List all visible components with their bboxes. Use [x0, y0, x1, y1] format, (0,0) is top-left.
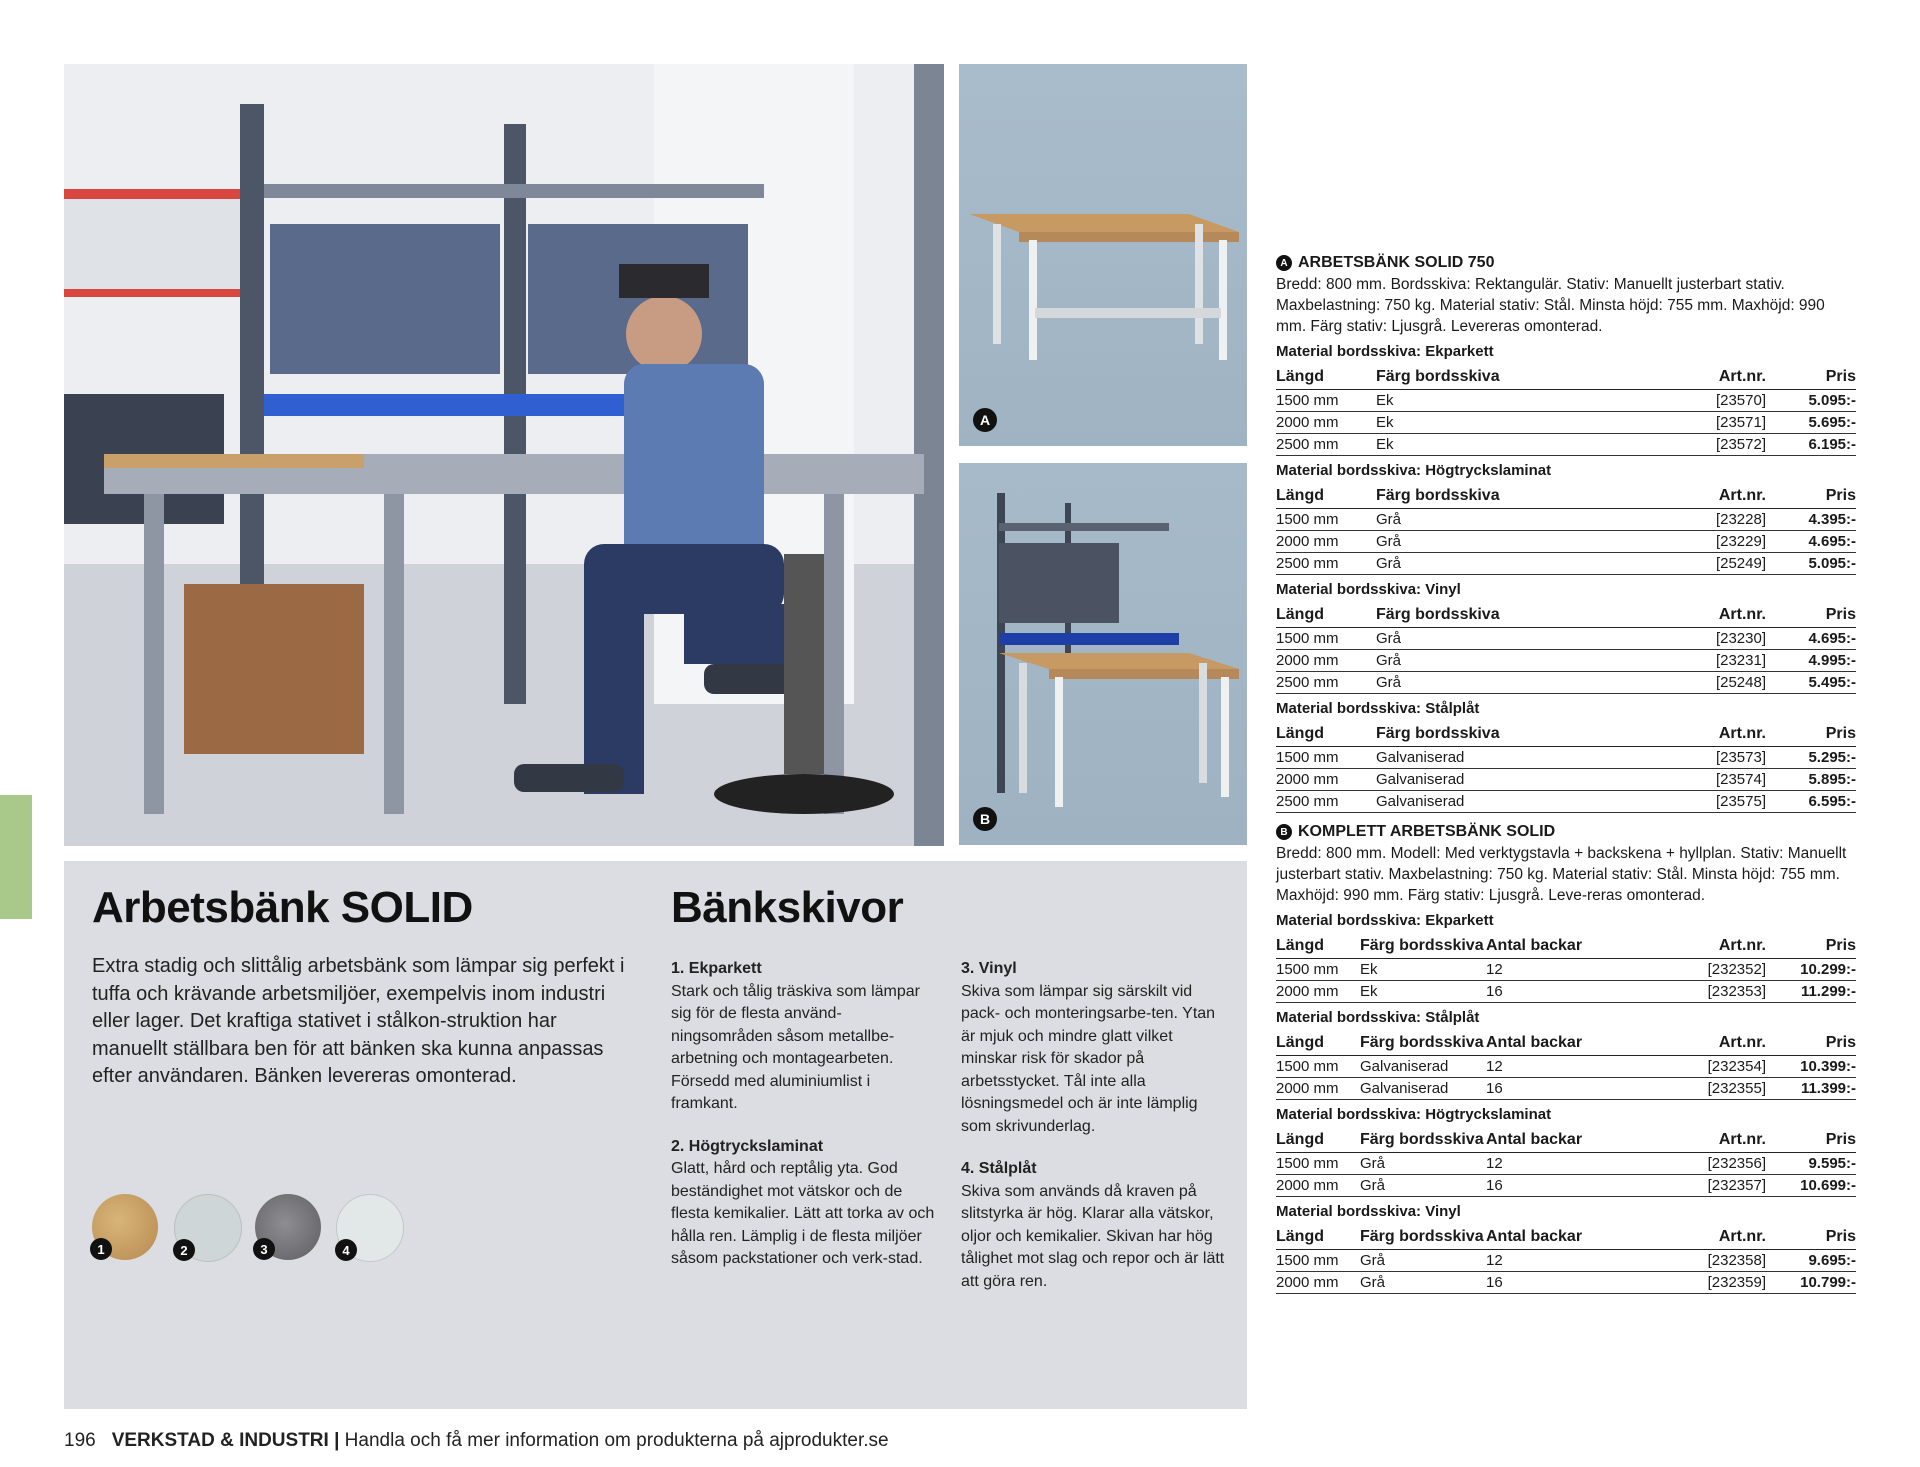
table-cell: [232353] — [1606, 981, 1766, 1003]
table-cell: Ek — [1376, 434, 1596, 456]
table-cell: 2000 mm — [1276, 650, 1376, 672]
table-cell: 16 — [1486, 981, 1606, 1003]
table-cell: Ek — [1376, 390, 1596, 412]
table-cell: Grå — [1376, 650, 1596, 672]
table-header-row — [1276, 604, 1856, 628]
table-cell: [23573] — [1596, 747, 1766, 769]
table-cell: [232354] — [1606, 1056, 1766, 1078]
top-text: Glatt, hård och reptålig yta. God beständighet mot vätskor och de flesta kemikalier. Lätt att torka av och hålla ren. Lämplig i de flesta miljöer såsom packstationer och verk-stad. — [671, 1160, 935, 1267]
product-a-badge: A — [1276, 255, 1292, 271]
title-arbetsbank-solid: Arbetsbänk SOLID — [92, 883, 473, 932]
workshop-illustration — [64, 64, 944, 846]
product-b-name: KOMPLETT ARBETSBÄNK SOLID — [1298, 823, 1556, 840]
table-row — [1276, 747, 1856, 769]
column-header: Längd — [1276, 485, 1376, 509]
table-cell: Galvaniserad — [1360, 1056, 1486, 1078]
top-title: 1. Ekparkett — [671, 960, 762, 977]
top-hogtryckslaminat — [671, 1136, 941, 1271]
spec-column — [1276, 252, 1856, 1300]
table-cell: 2000 mm — [1276, 531, 1376, 553]
column-header: Längd — [1276, 1032, 1360, 1056]
product-b-description: Bredd: 800 mm. Modell: Med verktygstavla + backskena + hyllplan. Stativ: Manuellt justerbart stativ. Maxbelastning: 750 kg. Material stativ: Stål. Minsta höjd: 755 mm. Maxhöjd: 990 mm. Färg stativ: Ljusgrå. Leve-reras omonterad. — [1276, 845, 1847, 904]
table-row — [1276, 1056, 1856, 1078]
column-header: Pris — [1766, 1032, 1856, 1056]
swatch-vinyl — [255, 1194, 321, 1260]
column-header: Art.nr. — [1606, 1226, 1766, 1250]
column-header: Längd — [1276, 1226, 1360, 1250]
column-header: Längd — [1276, 366, 1376, 390]
column-header: Art.nr. — [1596, 723, 1766, 747]
table-row — [1276, 412, 1856, 434]
product-a-title — [1276, 254, 1856, 272]
top-text: Stark och tålig träskiva som lämpar sig för de flesta använd-ningsområden såsom metallbe-arbetning och montagearbeten. Försedd med aluminiumlist i framkant. — [671, 982, 920, 1112]
table-cell: 1500 mm — [1276, 1250, 1360, 1272]
column-header: Pris — [1766, 485, 1856, 509]
top-text: Skiva som lämpar sig särskilt vid pack- och monteringsarbe-ten. Ytan är mjuk och mindre glatt vilket minskar risk för skador på arbetsstycket. Tål inte alla lösningsmedel och är inte lämplig som skrivunderlag. — [961, 982, 1216, 1135]
table-cell: Grå — [1376, 628, 1596, 650]
product-image-a — [959, 64, 1247, 446]
table-cell: 2500 mm — [1276, 434, 1376, 456]
column-header: Antal backar — [1486, 1032, 1606, 1056]
column-header: Längd — [1276, 723, 1376, 747]
table-row — [1276, 1153, 1856, 1175]
table-header-row — [1276, 723, 1856, 747]
material-heading: Material bordsskiva: Ekparkett — [1276, 343, 1494, 360]
column-header: Längd — [1276, 935, 1360, 959]
table-cell: [23572] — [1596, 434, 1766, 456]
table-cell: Grå — [1376, 531, 1596, 553]
table-cell: Ek — [1360, 959, 1486, 981]
table-cell: Ek — [1376, 412, 1596, 434]
column-header: Pris — [1766, 604, 1856, 628]
price-cell: 5.095:- — [1766, 553, 1856, 575]
table-cell: 1500 mm — [1276, 628, 1376, 650]
swatch-badge: 2 — [173, 1239, 195, 1261]
tops-column-left — [671, 958, 941, 1291]
material-heading: Material bordsskiva: Högtryckslaminat — [1276, 462, 1552, 479]
material-heading: Material bordsskiva: Vinyl — [1276, 581, 1461, 598]
table-cell: Galvaniserad — [1360, 1078, 1486, 1100]
column-header: Pris — [1766, 935, 1856, 959]
price-table — [1276, 723, 1856, 813]
table-row — [1276, 531, 1856, 553]
table-cell: 2000 mm — [1276, 412, 1376, 434]
top-title: 2. Högtryckslaminat — [671, 1137, 824, 1155]
footer-section: VERKSTAD & INDUSTRI | — [111, 1430, 340, 1451]
table-cell: 1500 mm — [1276, 390, 1376, 412]
table-header-row — [1276, 935, 1856, 959]
table-row — [1276, 981, 1856, 1003]
table-cell: 2500 mm — [1276, 672, 1376, 694]
table-cell: [232358] — [1606, 1250, 1766, 1272]
table-row — [1276, 434, 1856, 456]
table-row — [1276, 650, 1856, 672]
price-table — [1276, 604, 1856, 694]
table-row — [1276, 1078, 1856, 1100]
table-row — [1276, 553, 1856, 575]
table-row — [1276, 791, 1856, 813]
table-cell: 1500 mm — [1276, 959, 1360, 981]
top-vinyl — [961, 958, 1231, 1138]
table-cell: [23228] — [1596, 509, 1766, 531]
price-cell: 5.095:- — [1766, 390, 1856, 412]
top-title: 4. Stålplåt — [961, 1160, 1037, 1177]
price-table — [1276, 1129, 1856, 1197]
price-cell: 6.195:- — [1766, 434, 1856, 456]
column-header: Art.nr. — [1606, 1032, 1766, 1056]
price-cell: 4.695:- — [1766, 531, 1856, 553]
price-cell: 10.699:- — [1766, 1175, 1856, 1197]
column-header: Art.nr. — [1596, 485, 1766, 509]
price-cell: 10.299:- — [1766, 959, 1856, 981]
top-text: Skiva som används då kraven på slitstyrka är hög. Klarar alla vätskor, oljor och kemikalier. Skivan har hög tålighet mot slag och repor och är lätt att göra ren. — [961, 1182, 1225, 1290]
top-stalplat — [961, 1158, 1231, 1293]
table-header-row — [1276, 1226, 1856, 1250]
table-header-row — [1276, 366, 1856, 390]
table-cell: 2000 mm — [1276, 769, 1376, 791]
column-header: Art.nr. — [1596, 366, 1766, 390]
swatch-badge: 4 — [335, 1239, 357, 1261]
column-header: Färg bordsskiva — [1360, 1129, 1486, 1153]
table-cell: [232357] — [1606, 1175, 1766, 1197]
product-badge-a: A — [973, 408, 997, 432]
price-table — [1276, 1226, 1856, 1294]
table-cell: [232355] — [1606, 1078, 1766, 1100]
table-cell: 1500 mm — [1276, 747, 1376, 769]
price-cell: 5.495:- — [1766, 672, 1856, 694]
table-cell: Grå — [1360, 1153, 1486, 1175]
column-header: Längd — [1276, 1129, 1360, 1153]
material-heading: Material bordsskiva: Stålplåt — [1276, 700, 1480, 717]
table-cell: 2000 mm — [1276, 1175, 1360, 1197]
table-cell: [23231] — [1596, 650, 1766, 672]
price-cell: 4.995:- — [1766, 650, 1856, 672]
table-row — [1276, 1272, 1856, 1294]
material-heading: Material bordsskiva: Stålplåt — [1276, 1009, 1480, 1026]
price-table — [1276, 366, 1856, 456]
product-a-name: ARBETSBÄNK SOLID 750 — [1298, 254, 1495, 271]
table-cell: [25249] — [1596, 553, 1766, 575]
table-cell: 2500 mm — [1276, 791, 1376, 813]
price-cell: 4.695:- — [1766, 628, 1856, 650]
page-number: 196 — [64, 1430, 96, 1451]
table-cell: [232356] — [1606, 1153, 1766, 1175]
column-header: Färg bordsskiva — [1360, 935, 1486, 959]
complete-workbench-illustration — [959, 463, 1247, 845]
table-cell: 1500 mm — [1276, 509, 1376, 531]
material-heading: Material bordsskiva: Vinyl — [1276, 1203, 1461, 1220]
column-header: Längd — [1276, 604, 1376, 628]
table-cell: Grå — [1376, 672, 1596, 694]
table-header-row — [1276, 1032, 1856, 1056]
table-cell: 2000 mm — [1276, 1272, 1360, 1294]
table-cell: 12 — [1486, 959, 1606, 981]
swatch-badge: 1 — [90, 1238, 112, 1260]
price-cell: 11.399:- — [1766, 1078, 1856, 1100]
table-cell: [23571] — [1596, 412, 1766, 434]
table-cell: [23230] — [1596, 628, 1766, 650]
table-row — [1276, 959, 1856, 981]
column-header: Färg bordsskiva — [1376, 604, 1596, 628]
hero-workshop-photo — [64, 64, 944, 846]
table-cell: [23575] — [1596, 791, 1766, 813]
price-table — [1276, 1032, 1856, 1100]
table-cell: Grå — [1360, 1250, 1486, 1272]
material-heading: Material bordsskiva: Ekparkett — [1276, 912, 1494, 929]
section-tab-marker — [0, 795, 32, 919]
price-cell: 10.799:- — [1766, 1272, 1856, 1294]
price-cell: 5.295:- — [1766, 747, 1856, 769]
table-cell: Ek — [1360, 981, 1486, 1003]
table-header-row — [1276, 485, 1856, 509]
column-header: Art.nr. — [1606, 935, 1766, 959]
table-row — [1276, 672, 1856, 694]
table-cell: 16 — [1486, 1272, 1606, 1294]
column-header: Art.nr. — [1606, 1129, 1766, 1153]
column-header: Färg bordsskiva — [1376, 723, 1596, 747]
table-cell: [23574] — [1596, 769, 1766, 791]
column-header: Färg bordsskiva — [1360, 1032, 1486, 1056]
column-header: Antal backar — [1486, 1129, 1606, 1153]
info-panel — [64, 861, 1247, 1409]
swatch-ekparkett — [92, 1194, 158, 1260]
product-badge-b: B — [973, 807, 997, 831]
table-cell: Grå — [1360, 1175, 1486, 1197]
column-header: Art.nr. — [1596, 604, 1766, 628]
swatch-hogtryckslaminat — [174, 1194, 242, 1262]
table-cell: Galvaniserad — [1376, 791, 1596, 813]
table-cell: 12 — [1486, 1153, 1606, 1175]
table-header-row — [1276, 1129, 1856, 1153]
table-cell: [23570] — [1596, 390, 1766, 412]
price-cell: 6.595:- — [1766, 791, 1856, 813]
price-cell: 9.695:- — [1766, 1250, 1856, 1272]
column-header: Antal backar — [1486, 935, 1606, 959]
column-header: Färg bordsskiva — [1376, 485, 1596, 509]
column-header: Färg bordsskiva — [1376, 366, 1596, 390]
column-header: Pris — [1766, 1129, 1856, 1153]
table-row — [1276, 509, 1856, 531]
product-a-description: Bredd: 800 mm. Bordsskiva: Rektangulär. Stativ: Manuellt justerbart stativ. Maxbelastning: 750 kg. Material stativ: Stål. Minsta höjd: 755 mm. Maxhöjd: 990 mm. Färg stativ: Ljusgrå. Levereras omonterad. — [1276, 276, 1825, 335]
price-table — [1276, 935, 1856, 1003]
table-cell: [25248] — [1596, 672, 1766, 694]
table-cell: [232359] — [1606, 1272, 1766, 1294]
table-cell: 2500 mm — [1276, 553, 1376, 575]
product-b-title — [1276, 823, 1856, 841]
table-cell: 16 — [1486, 1078, 1606, 1100]
table-cell: [232352] — [1606, 959, 1766, 981]
workbench-750-illustration — [959, 64, 1247, 446]
price-cell: 5.695:- — [1766, 412, 1856, 434]
column-header: Färg bordsskiva — [1360, 1226, 1486, 1250]
product-a-tables — [1276, 343, 1856, 813]
price-cell: 10.399:- — [1766, 1056, 1856, 1078]
table-row — [1276, 1250, 1856, 1272]
product-b-tables — [1276, 912, 1856, 1294]
table-cell: 1500 mm — [1276, 1056, 1360, 1078]
table-cell: Galvaniserad — [1376, 747, 1596, 769]
swatch-stalplat — [336, 1194, 404, 1262]
column-header: Antal backar — [1486, 1226, 1606, 1250]
table-cell: 2000 mm — [1276, 1078, 1360, 1100]
material-heading: Material bordsskiva: Högtryckslaminat — [1276, 1106, 1552, 1123]
swatch-badge: 3 — [253, 1238, 275, 1260]
column-header: Pris — [1766, 723, 1856, 747]
footer-text: Handla och få mer information om produkterna på ajprodukter.se — [339, 1430, 889, 1451]
top-title: 3. Vinyl — [961, 960, 1017, 977]
product-b-badge: B — [1276, 824, 1292, 840]
table-row — [1276, 769, 1856, 791]
table-cell: 1500 mm — [1276, 1153, 1360, 1175]
price-cell: 4.395:- — [1766, 509, 1856, 531]
table-cell: 12 — [1486, 1056, 1606, 1078]
tops-column-right — [961, 958, 1231, 1313]
table-cell: Grå — [1376, 509, 1596, 531]
table-cell: 2000 mm — [1276, 981, 1360, 1003]
column-header: Pris — [1766, 366, 1856, 390]
price-table — [1276, 485, 1856, 575]
table-cell: 16 — [1486, 1175, 1606, 1197]
table-row — [1276, 390, 1856, 412]
top-ekparkett — [671, 958, 941, 1116]
table-cell: [23229] — [1596, 531, 1766, 553]
page-footer — [64, 1430, 889, 1452]
column-header: Pris — [1766, 1226, 1856, 1250]
title-bankskivor: Bänkskivor — [671, 883, 904, 932]
price-cell: 5.895:- — [1766, 769, 1856, 791]
table-cell: Galvaniserad — [1376, 769, 1596, 791]
table-cell: 12 — [1486, 1250, 1606, 1272]
table-cell: Grå — [1360, 1272, 1486, 1294]
intro-text: Extra stadig och slittålig arbetsbänk som lämpar sig perfekt i tuffa och krävande arbetsmiljöer, exempelvis inom industri eller lager. Det kraftiga stativet i stålkon-struktion har manuellt ställbara ben för att bänken ska kunna anpassas efter användaren. Bänken levereras omonterad. — [92, 955, 625, 1087]
table-row — [1276, 1175, 1856, 1197]
price-cell: 11.299:- — [1766, 981, 1856, 1003]
price-cell: 9.595:- — [1766, 1153, 1856, 1175]
table-cell: Grå — [1376, 553, 1596, 575]
table-row — [1276, 628, 1856, 650]
product-image-b — [959, 463, 1247, 845]
